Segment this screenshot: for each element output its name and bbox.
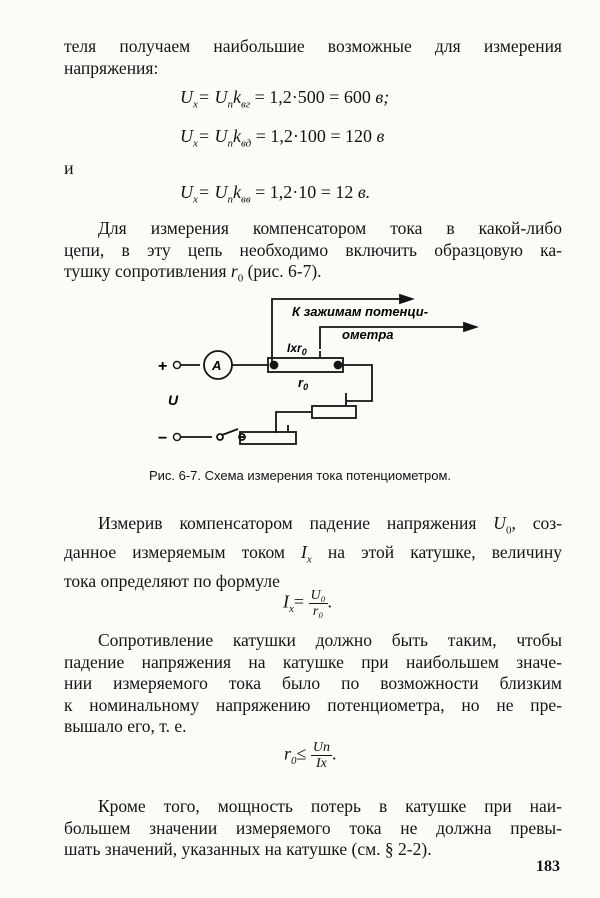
formula-current: $I_x=$ $\frac{\text{U₀}}{\text{r₀}}$ . [283,588,333,619]
figure-caption: Рис. 6-7. Схема измерения тока потенциометром. [148,468,452,483]
minus-terminal-icon [174,434,181,441]
conjunction: и [64,158,74,178]
potentiometer-label-2: ометра [342,327,394,342]
page-number: 183 [536,858,560,875]
voltage-label: U [168,392,179,408]
text-line: большем значении измеряемого тока не должна превы- [64,817,562,838]
intro-paragraph [64,36,562,79]
text-line: тушку сопротивления $r_0$ (рис. 6-7). [64,261,322,285]
rheostat-icon [312,406,356,418]
arrow-icon [464,323,476,331]
text-line: Сопротивление катушки должно быть таким, чтобы [98,630,562,650]
text-line: шать значений, указанных на катушке (см. § 2-2). [64,839,432,859]
text-line: Кроме того, мощность потерь в катушке при наи- [98,796,562,816]
minus-label: − [158,430,168,447]
text-line: тока определяют по формуле [64,571,280,591]
r0-label: $r_0$ [298,375,309,392]
text-line: к номинальному напряжению потенциометра, но не пре- [64,694,562,715]
ammeter-label: A [212,358,222,373]
text-line: напряжения: [64,57,159,78]
paragraph-measuring [64,513,562,593]
text-line: теля получаем наибольшие возможные для измерения [64,36,562,56]
paragraph-current-measurement [64,218,562,290]
fraction: $\frac{Uп}{Iх}$ [312,740,331,771]
text-line: Для измерения компенсатором тока в какой-либо [98,218,562,238]
fraction: $\frac{\text{U₀}}{\text{r₀}}$ [310,588,326,619]
text-line: падение напряжения на катушке при наибольшем значе- [64,651,562,672]
circuit-diagram [150,285,490,455]
plus-terminal-icon [174,362,181,369]
potentiometer-label-1: К зажимам потенци- [292,304,429,319]
resistor-r0-icon [268,358,343,372]
text-line: нии измеряемого тока было по возможности близким [64,673,562,693]
ix-r0-label: Iхr$_0$ [287,341,307,357]
text-line: цепи, в эту цепь необходимо включить образцовую ка- [64,239,562,260]
switch-icon [222,429,238,435]
formula-3: $U_x= U_пk_{вв} = 1,2\cdot 10 = 12$ в. [180,182,371,206]
paragraph-resistance [64,630,562,738]
formula-1: $U_x= U_пk_{вг} = 1,2\cdot 500 = 600$ в; [180,87,390,111]
text-line: вышало его, т. е. [64,716,187,736]
plus-label: + [158,358,168,375]
paragraph-power-loss [64,796,562,861]
formula-2: $U_x= U_пk_{вд} = 1,2\cdot 100 = 120$ в [180,126,385,150]
text-line: данное измеряемым током $I_x$ на этой катушке, величину [64,542,563,566]
text-line: Измерив компенсатором падение напряжения $U_0$, соз- [98,513,562,537]
rheostat-2-icon [240,432,296,444]
arrow-icon [400,295,412,303]
formula-resistance: $r_0\le$ $\frac{Uп}{Iх}$ . [284,740,337,771]
terminal-icon [271,362,278,369]
terminal-icon [335,362,342,369]
